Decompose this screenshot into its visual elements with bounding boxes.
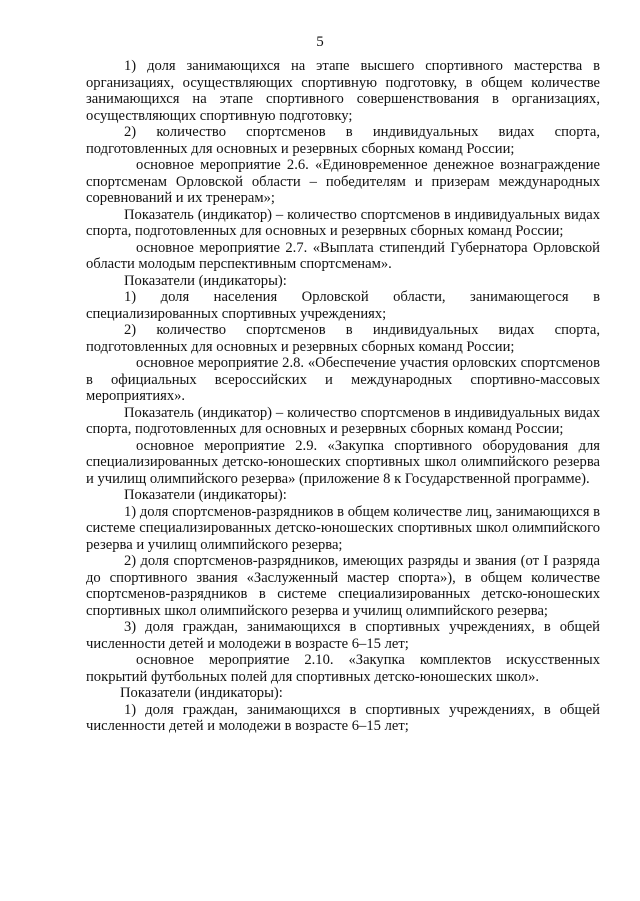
paragraph-measure-2-9: основное мероприятие 2.9. «Закупка спортивного оборудования для специализированных детско-юношеских спортивных школ олимпийского резерва и училищ олимпийского резерва» (приложение 8 к Государственной программе). <box>86 437 600 487</box>
paragraph-item-1: 1) доля занимающихся на этапе высшего спортивного мастерства в организациях, осуществляющих спортивную подготовку, в общем количестве занимающихся на этапе спортивного совершенствования в организациях, осуществляющих спортивную подготовку; <box>86 58 600 124</box>
paragraph-item-2: 2) доля спортсменов-разрядников, имеющих разряды и звания (от I разряда до спортивного звания «Заслуженный мастер спорта»), в общем количестве спортсменов-разрядников в системе специализированных детско-юношеских спортивных школ олимпийского резерва и училищ олимпийского резерва; <box>86 553 600 619</box>
paragraph-indicators-header: Показатели (индикаторы): <box>124 487 287 503</box>
body-text <box>86 58 600 735</box>
paragraph-measure-2-6: основное мероприятие 2.6. «Единовременное денежное вознаграждение спортсменам Орловской области – победителям и призерам международных соревнований и их тренерам»; <box>86 157 600 206</box>
paragraph-indicator: Показатель (индикатор) – количество спортсменов в индивидуальных видах спорта, подготовленных для основных и резервных сборных команд России; <box>86 404 600 437</box>
paragraph-measure-2-10: основное мероприятие 2.10. «Закупка комплектов искусственных покрытий футбольных полей для спортивных детско-юношеских школ». <box>86 652 600 685</box>
paragraph-item-1: 1) доля граждан, занимающихся в спортивных учреждениях, в общей численности детей и молодежи в возрасте 6–15 лет; <box>86 701 600 734</box>
paragraph-indicator: Показатель (индикатор) – количество спортсменов в индивидуальных видах спорта, подготовленных для основных и резервных сборных команд России; <box>86 206 600 239</box>
paragraph-measure-2-7: основное мероприятие 2.7. «Выплата стипендий Губернатора Орловской области молодым перспективным спортсменам». <box>86 239 600 272</box>
paragraph-item-1: 1) доля населения Орловской области, занимающегося в специализированных спортивных учреждениях; <box>86 289 600 322</box>
paragraph-item-1: 1) доля спортсменов-разрядников в общем количестве лиц, занимающихся в системе специализированных детско-юношеских спортивных школ олимпийского резерва и училищ олимпийского резерва; <box>86 503 600 553</box>
paragraph-item-2: 2) количество спортсменов в индивидуальных видах спорта, подготовленных для основных и резервных сборных команд России; <box>86 322 600 355</box>
paragraph-indicators-header: Показатели (индикаторы): <box>120 685 283 701</box>
paragraph-indicators-header: Показатели (индикаторы): <box>124 272 287 289</box>
page-number: 5 <box>316 34 324 50</box>
paragraph-item-2: 2) количество спортсменов в индивидуальных видах спорта, подготовленных для основных и резервных сборных команд России; <box>86 124 600 157</box>
paragraph-measure-2-8: основное мероприятие 2.8. «Обеспечение участия орловских спортсменов в официальных всероссийских и международных спортивно-массовых мероприятиях». <box>86 355 600 404</box>
paragraph-item-3: 3) доля граждан, занимающихся в спортивных учреждениях, в общей численности детей и молодежи в возрасте 6–15 лет; <box>86 619 600 652</box>
